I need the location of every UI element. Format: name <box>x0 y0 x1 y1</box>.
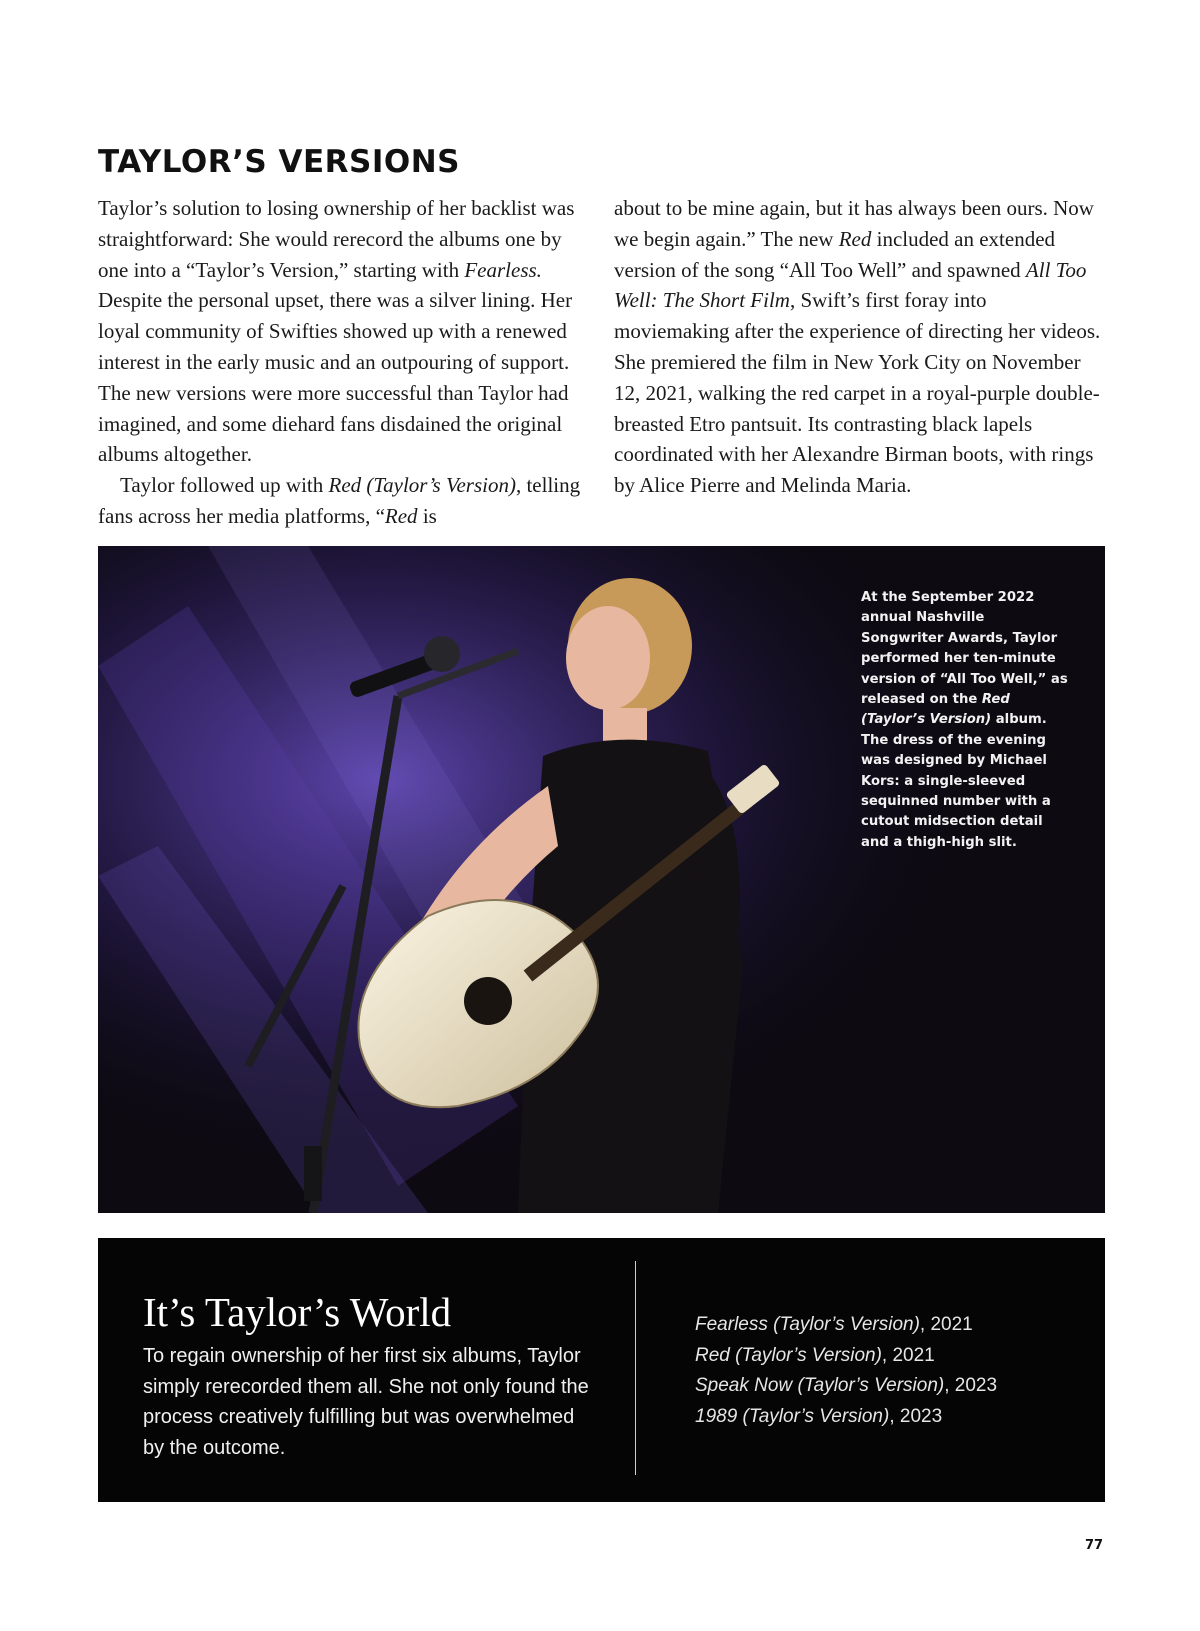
article-column-right <box>614 193 1104 501</box>
face <box>566 606 650 710</box>
album-list-item: 1989 (Taylor’s Version), 2023 <box>695 1405 943 1427</box>
article-column-left <box>98 193 592 532</box>
album-list-item: Speak Now (Taylor’s Version), 2023 <box>695 1375 998 1397</box>
page-number: 77 <box>1085 1538 1104 1553</box>
photo-caption: At the September 2022 annual Nashville Songwriter Awards, Taylor performed her ten-minute version of “All Too Well,” as released on the Red (Taylor’s Version) album. The dress of the evening was designed by Michael Kors: a single-sleeved sequinned number with a cutout midsection detail and a thigh-high slit. <box>861 590 1068 850</box>
article-paragraph: about to be mine again, but it has always been ours. Now we begin again.” The new Red included an extended version of the song “All Too Well” and spawned All Too Well: The Short Film, Swift’s first foray into moviemaking after the experience of directing her videos. She premiered the film in New York City on November 12, 2021, walking the red carpet in a royal-purple double-breasted Etro pantsuit. Its contrasting black lapels coordinated with her Alexandre Birman boots, with rings by Alice Pierre and Melinda Maria. <box>614 196 1101 498</box>
sidebar-body: To regain ownership of her first six albums, Taylor simply rerecorded them all. She not only found the process creatively fulfilling but was overwhelmed by the outcome. <box>143 1345 589 1459</box>
sidebar-divider <box>635 1261 636 1475</box>
sidebar-box <box>98 1238 1105 1502</box>
concert-photo <box>98 546 1105 1213</box>
article-paragraph: Taylor followed up with Red (Taylor’s Version), telling fans across her media platforms, “Red is <box>98 473 581 528</box>
article-paragraph: Taylor’s solution to losing ownership of her backlist was straightforward: She would rerecord the albums one by one into a “Taylor’s Version,” starting with Fearless. Despite the personal upset, there was a silver lining. Her loyal community of Swifties showed up with a renewed interest in the early music and an outpouring of support. The new versions were more successful than Taylor had imagined, and some diehard fans disdained the original albums altogether. <box>98 196 575 467</box>
album-list <box>695 1310 997 1432</box>
sidebar-title: It’s Taylor’s World <box>143 1289 452 1335</box>
album-list-item: Red (Taylor’s Version), 2021 <box>695 1344 935 1366</box>
section-heading: TAYLOR’S VERSIONS <box>98 144 461 180</box>
album-list-item: Fearless (Taylor’s Version), 2021 <box>695 1314 973 1335</box>
